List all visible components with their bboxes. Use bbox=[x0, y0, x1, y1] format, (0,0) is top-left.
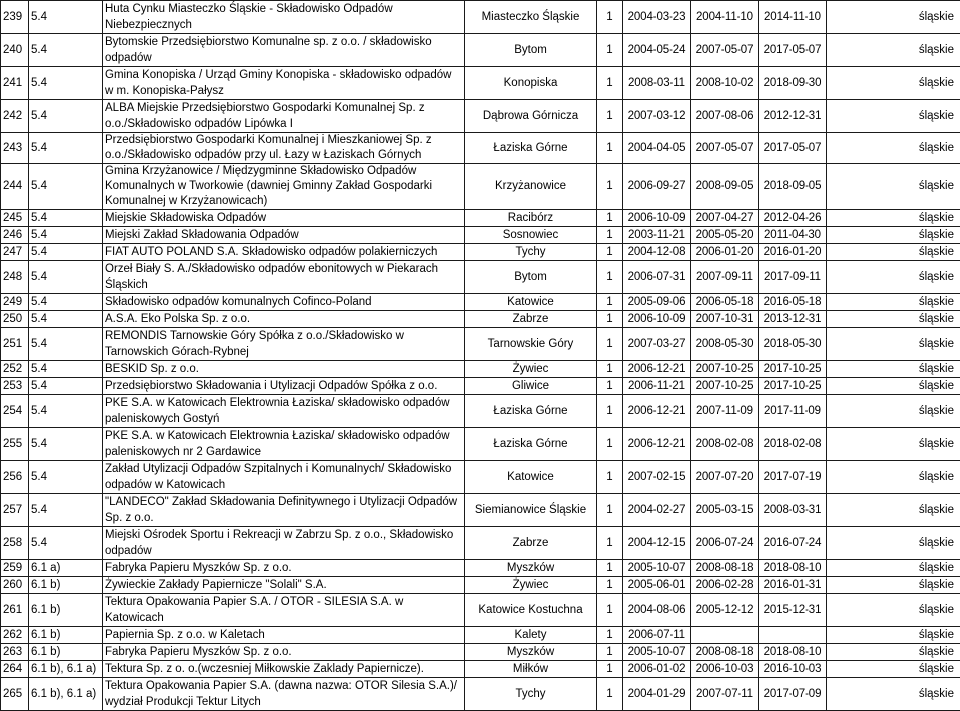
row-number: 240 bbox=[1, 34, 29, 67]
permit-date: 2008-02-08 bbox=[691, 428, 759, 461]
table-row bbox=[1, 494, 960, 527]
row-number: 258 bbox=[1, 527, 29, 560]
voivodeship: śląskie bbox=[827, 678, 960, 711]
location: Łaziska Górne bbox=[465, 133, 597, 164]
installation-name: BESKID Sp. z o.o. bbox=[103, 361, 465, 378]
expiry-date: 2017-09-11 bbox=[759, 261, 827, 294]
permit-date: 2008-08-18 bbox=[691, 644, 759, 661]
voivodeship: śląskie bbox=[827, 428, 960, 461]
annex-code: 5.4 bbox=[29, 210, 103, 227]
location: Sosnowiec bbox=[465, 227, 597, 244]
voivodeship: śląskie bbox=[827, 627, 960, 644]
row-number: 253 bbox=[1, 378, 29, 395]
voivodeship: śląskie bbox=[827, 494, 960, 527]
application-date: 2004-05-24 bbox=[623, 34, 691, 67]
table-row bbox=[1, 461, 960, 494]
expiry-date: 2018-08-10 bbox=[759, 644, 827, 661]
count: 1 bbox=[597, 678, 623, 711]
expiry-date: 2016-07-24 bbox=[759, 527, 827, 560]
voivodeship: śląskie bbox=[827, 133, 960, 164]
application-date: 2006-12-21 bbox=[623, 361, 691, 378]
count: 1 bbox=[597, 328, 623, 361]
voivodeship: śląskie bbox=[827, 594, 960, 627]
annex-code: 5.4 bbox=[29, 34, 103, 67]
expiry-date: 2018-05-30 bbox=[759, 328, 827, 361]
location: Racibórz bbox=[465, 210, 597, 227]
location: Konopiska bbox=[465, 67, 597, 100]
expiry-date: 2016-01-20 bbox=[759, 244, 827, 261]
expiry-date: 2018-02-08 bbox=[759, 428, 827, 461]
expiry-date: 2018-09-05 bbox=[759, 164, 827, 210]
annex-code: 5.4 bbox=[29, 1, 103, 34]
count: 1 bbox=[597, 361, 623, 378]
annex-code: 5.4 bbox=[29, 378, 103, 395]
annex-code: 6.1 b), 6.1 a) bbox=[29, 678, 103, 711]
voivodeship: śląskie bbox=[827, 261, 960, 294]
location: Tychy bbox=[465, 678, 597, 711]
voivodeship: śląskie bbox=[827, 294, 960, 311]
installation-name: Papiernia Sp. z o.o. w Kaletach bbox=[103, 627, 465, 644]
expiry-date: 2013-12-31 bbox=[759, 311, 827, 328]
voivodeship: śląskie bbox=[827, 328, 960, 361]
table-row bbox=[1, 261, 960, 294]
annex-code: 5.4 bbox=[29, 527, 103, 560]
voivodeship: śląskie bbox=[827, 577, 960, 594]
installation-name: "LANDECO" Zakład Składowania Definitywnego i Utylizacji Odpadów Sp. z o.o. bbox=[103, 494, 465, 527]
installation-name: Tektura Opakowania Papier S.A. (dawna nazwa: OTOR Silesia S.A.)/ wydział Produkcji Tektur Litych bbox=[103, 678, 465, 711]
row-number: 254 bbox=[1, 395, 29, 428]
row-number: 246 bbox=[1, 227, 29, 244]
table-row bbox=[1, 100, 960, 133]
voivodeship: śląskie bbox=[827, 395, 960, 428]
expiry-date: 2012-04-26 bbox=[759, 210, 827, 227]
annex-code: 6.1 b) bbox=[29, 644, 103, 661]
annex-code: 6.1 a) bbox=[29, 560, 103, 577]
permit-date: 2005-12-12 bbox=[691, 594, 759, 627]
annex-code: 6.1 b) bbox=[29, 594, 103, 627]
count: 1 bbox=[597, 428, 623, 461]
permit-date: 2007-04-27 bbox=[691, 210, 759, 227]
row-number: 244 bbox=[1, 164, 29, 210]
installation-name: Huta Cynku Miasteczko Śląskie - Składowisko Odpadów Niebezpiecznych bbox=[103, 1, 465, 34]
permit-date: 2006-02-28 bbox=[691, 577, 759, 594]
annex-code: 5.4 bbox=[29, 67, 103, 100]
installation-name: Żywieckie Zakłady Papiernicze "Solali" S.A. bbox=[103, 577, 465, 594]
location: Zabrze bbox=[465, 527, 597, 560]
voivodeship: śląskie bbox=[827, 527, 960, 560]
permit-date: 2007-08-06 bbox=[691, 100, 759, 133]
installation-name: PKE S.A. w Katowicach Elektrownia Łaziska/ składowisko odpadów paleniskowych nr 2 Gardawice bbox=[103, 428, 465, 461]
table-row bbox=[1, 395, 960, 428]
count: 1 bbox=[597, 100, 623, 133]
count: 1 bbox=[597, 527, 623, 560]
permit-date: 2007-10-31 bbox=[691, 311, 759, 328]
table-row bbox=[1, 133, 960, 164]
row-number: 264 bbox=[1, 661, 29, 678]
application-date: 2004-04-05 bbox=[623, 133, 691, 164]
count: 1 bbox=[597, 577, 623, 594]
application-date: 2004-12-15 bbox=[623, 527, 691, 560]
permit-date: 2007-10-25 bbox=[691, 378, 759, 395]
table-row bbox=[1, 294, 960, 311]
location: Zabrze bbox=[465, 311, 597, 328]
annex-code: 5.4 bbox=[29, 461, 103, 494]
permit-date: 2007-11-09 bbox=[691, 395, 759, 428]
voivodeship: śląskie bbox=[827, 100, 960, 133]
expiry-date: 2017-05-07 bbox=[759, 34, 827, 67]
voivodeship: śląskie bbox=[827, 661, 960, 678]
location: Katowice bbox=[465, 461, 597, 494]
permit-date: 2008-08-18 bbox=[691, 560, 759, 577]
annex-code: 5.4 bbox=[29, 244, 103, 261]
voivodeship: śląskie bbox=[827, 67, 960, 100]
count: 1 bbox=[597, 560, 623, 577]
installation-name: Składowisko odpadów komunalnych Cofinco-Poland bbox=[103, 294, 465, 311]
installation-name: Tektura Opakowania Papier S.A. / OTOR - SILESIA S.A. w Katowicach bbox=[103, 594, 465, 627]
permit-date: 2006-05-18 bbox=[691, 294, 759, 311]
permit-date: 2007-05-07 bbox=[691, 133, 759, 164]
permit-date: 2005-03-15 bbox=[691, 494, 759, 527]
row-number: 265 bbox=[1, 678, 29, 711]
application-date: 2004-12-08 bbox=[623, 244, 691, 261]
row-number: 261 bbox=[1, 594, 29, 627]
location: Miłków bbox=[465, 661, 597, 678]
installation-name: Zakład Utylizacji Odpadów Szpitalnych i Komunalnych/ Składowisko odpadów w Katowicach bbox=[103, 461, 465, 494]
installation-name: FIAT AUTO POLAND S.A. Składowisko odpadów polakierniczych bbox=[103, 244, 465, 261]
application-date: 2006-12-21 bbox=[623, 395, 691, 428]
expiry-date: 2008-03-31 bbox=[759, 494, 827, 527]
installation-name: Orzeł Biały S. A./Składowisko odpadów ebonitowych w Piekarach Śląskich bbox=[103, 261, 465, 294]
location: Gliwice bbox=[465, 378, 597, 395]
application-date: 2004-01-29 bbox=[623, 678, 691, 711]
application-date: 2007-03-27 bbox=[623, 328, 691, 361]
permit-date: 2004-11-10 bbox=[691, 1, 759, 34]
installation-name: Miejski Ośrodek Sportu i Rekreacji w Zabrzu Sp. z o.o., Składowisko odpadów bbox=[103, 527, 465, 560]
table-row bbox=[1, 244, 960, 261]
voivodeship: śląskie bbox=[827, 1, 960, 34]
permit-date: 2007-07-20 bbox=[691, 461, 759, 494]
location: Bytom bbox=[465, 261, 597, 294]
count: 1 bbox=[597, 227, 623, 244]
table-row bbox=[1, 1, 960, 34]
expiry-date: 2017-10-25 bbox=[759, 378, 827, 395]
annex-code: 5.4 bbox=[29, 227, 103, 244]
application-date: 2003-11-21 bbox=[623, 227, 691, 244]
count: 1 bbox=[597, 378, 623, 395]
row-number: 256 bbox=[1, 461, 29, 494]
permit-date: 2008-05-30 bbox=[691, 328, 759, 361]
application-date: 2007-02-15 bbox=[623, 461, 691, 494]
permit-date: 2006-10-03 bbox=[691, 661, 759, 678]
installation-name: Fabryka Papieru Myszków Sp. z o.o. bbox=[103, 560, 465, 577]
permit-date: 2007-10-25 bbox=[691, 361, 759, 378]
count: 1 bbox=[597, 644, 623, 661]
annex-code: 5.4 bbox=[29, 311, 103, 328]
expiry-date: 2011-04-30 bbox=[759, 227, 827, 244]
expiry-date: 2014-11-10 bbox=[759, 1, 827, 34]
annex-code: 5.4 bbox=[29, 100, 103, 133]
table-row bbox=[1, 210, 960, 227]
application-date: 2006-01-02 bbox=[623, 661, 691, 678]
application-date: 2006-09-27 bbox=[623, 164, 691, 210]
row-number: 247 bbox=[1, 244, 29, 261]
expiry-date: 2017-05-07 bbox=[759, 133, 827, 164]
count: 1 bbox=[597, 395, 623, 428]
count: 1 bbox=[597, 210, 623, 227]
location: Krzyżanowice bbox=[465, 164, 597, 210]
location: Miasteczko Śląskie bbox=[465, 1, 597, 34]
annex-code: 6.1 b) bbox=[29, 577, 103, 594]
voivodeship: śląskie bbox=[827, 461, 960, 494]
voivodeship: śląskie bbox=[827, 361, 960, 378]
expiry-date: 2017-07-09 bbox=[759, 678, 827, 711]
voivodeship: śląskie bbox=[827, 378, 960, 395]
expiry-date: 2015-12-31 bbox=[759, 594, 827, 627]
annex-code: 5.4 bbox=[29, 294, 103, 311]
application-date: 2006-11-21 bbox=[623, 378, 691, 395]
table-row bbox=[1, 428, 960, 461]
permit-date: 2007-07-11 bbox=[691, 678, 759, 711]
annex-code: 5.4 bbox=[29, 428, 103, 461]
application-date: 2004-08-06 bbox=[623, 594, 691, 627]
count: 1 bbox=[597, 67, 623, 100]
annex-code: 6.1 b), 6.1 a) bbox=[29, 661, 103, 678]
table-row bbox=[1, 678, 960, 711]
expiry-date: 2017-07-19 bbox=[759, 461, 827, 494]
installation-name: Bytomskie Przedsiębiorstwo Komunalne sp. z o.o. / składowisko odpadów bbox=[103, 34, 465, 67]
count: 1 bbox=[597, 244, 623, 261]
voivodeship: śląskie bbox=[827, 210, 960, 227]
row-number: 248 bbox=[1, 261, 29, 294]
annex-code: 5.4 bbox=[29, 261, 103, 294]
location: Myszków bbox=[465, 560, 597, 577]
table-row bbox=[1, 661, 960, 678]
table-row bbox=[1, 594, 960, 627]
row-number: 241 bbox=[1, 67, 29, 100]
application-date: 2007-03-12 bbox=[623, 100, 691, 133]
location: Bytom bbox=[465, 34, 597, 67]
location: Tychy bbox=[465, 244, 597, 261]
row-number: 245 bbox=[1, 210, 29, 227]
table-row bbox=[1, 560, 960, 577]
count: 1 bbox=[597, 311, 623, 328]
annex-code: 5.4 bbox=[29, 395, 103, 428]
count: 1 bbox=[597, 594, 623, 627]
expiry-date: 2016-05-18 bbox=[759, 294, 827, 311]
expiry-date: 2016-10-03 bbox=[759, 661, 827, 678]
application-date: 2006-12-21 bbox=[623, 428, 691, 461]
count: 1 bbox=[597, 164, 623, 210]
table-row bbox=[1, 67, 960, 100]
installation-name: Miejskie Składowiska Odpadów bbox=[103, 210, 465, 227]
table-row bbox=[1, 328, 960, 361]
location: Dąbrowa Górnicza bbox=[465, 100, 597, 133]
location: Łaziska Górne bbox=[465, 395, 597, 428]
permit-date: 2007-09-11 bbox=[691, 261, 759, 294]
count: 1 bbox=[597, 461, 623, 494]
count: 1 bbox=[597, 34, 623, 67]
location: Żywiec bbox=[465, 577, 597, 594]
permit-date: 2006-07-24 bbox=[691, 527, 759, 560]
voivodeship: śląskie bbox=[827, 164, 960, 210]
expiry-date: 2017-11-09 bbox=[759, 395, 827, 428]
voivodeship: śląskie bbox=[827, 244, 960, 261]
application-date: 2006-10-09 bbox=[623, 210, 691, 227]
row-number: 250 bbox=[1, 311, 29, 328]
expiry-date: 2018-09-30 bbox=[759, 67, 827, 100]
location: Żywiec bbox=[465, 361, 597, 378]
table-row bbox=[1, 164, 960, 210]
location: Siemianowice Śląskie bbox=[465, 494, 597, 527]
annex-code: 5.4 bbox=[29, 361, 103, 378]
location: Katowice Kostuchna bbox=[465, 594, 597, 627]
permit-date: 2008-10-02 bbox=[691, 67, 759, 100]
installation-name: ALBA Miejskie Przedsiębiorstwo Gospodarki Komunalnej Sp. z o.o./Składowisko odpadów Lipówka I bbox=[103, 100, 465, 133]
application-date: 2006-10-09 bbox=[623, 311, 691, 328]
application-date: 2005-10-07 bbox=[623, 560, 691, 577]
expiry-date: 2012-12-31 bbox=[759, 100, 827, 133]
application-date: 2005-06-01 bbox=[623, 577, 691, 594]
installation-name: PKE S.A. w Katowicach Elektrownia Łaziska/ składowisko odpadów paleniskowych Gostyń bbox=[103, 395, 465, 428]
table-row bbox=[1, 644, 960, 661]
count: 1 bbox=[597, 133, 623, 164]
expiry-date: 2017-10-25 bbox=[759, 361, 827, 378]
application-date: 2004-02-27 bbox=[623, 494, 691, 527]
table-row bbox=[1, 527, 960, 560]
count: 1 bbox=[597, 294, 623, 311]
row-number: 239 bbox=[1, 1, 29, 34]
count: 1 bbox=[597, 1, 623, 34]
voivodeship: śląskie bbox=[827, 34, 960, 67]
installation-name: REMONDIS Tarnowskie Góry Spółka z o.o./Składowisko w Tarnowskich Górach-Rybnej bbox=[103, 328, 465, 361]
application-date: 2006-07-11 bbox=[623, 627, 691, 644]
expiry-date: 2016-01-31 bbox=[759, 577, 827, 594]
annex-code: 5.4 bbox=[29, 328, 103, 361]
application-date: 2005-10-07 bbox=[623, 644, 691, 661]
application-date: 2004-03-23 bbox=[623, 1, 691, 34]
row-number: 259 bbox=[1, 560, 29, 577]
annex-code: 5.4 bbox=[29, 494, 103, 527]
installation-name: Gmina Konopiska / Urząd Gminy Konopiska - składowisko odpadów w m. Konopiska-Pałysz bbox=[103, 67, 465, 100]
row-number: 242 bbox=[1, 100, 29, 133]
table-row bbox=[1, 311, 960, 328]
table-row bbox=[1, 227, 960, 244]
table-body bbox=[1, 1, 960, 711]
row-number: 251 bbox=[1, 328, 29, 361]
table-row bbox=[1, 378, 960, 395]
permit-date: 2006-01-20 bbox=[691, 244, 759, 261]
table-row bbox=[1, 361, 960, 378]
annex-code: 5.4 bbox=[29, 133, 103, 164]
installation-name: Przedsiębiorstwo Gospodarki Komunalnej i Mieszkaniowej Sp. z o.o./Składowisko odpadów przy ul. Łazy w Łaziskach Górnych bbox=[103, 133, 465, 164]
row-number: 257 bbox=[1, 494, 29, 527]
voivodeship: śląskie bbox=[827, 644, 960, 661]
row-number: 255 bbox=[1, 428, 29, 461]
application-date: 2006-07-31 bbox=[623, 261, 691, 294]
installation-name: Gmina Krzyżanowice / Międzygminne Składowisko Odpadów Komunalnych w Tworkowie (dawniej Gminny Zakład Gospodarki Komunalnej w Krzyżanowicach) bbox=[103, 164, 465, 210]
row-number: 249 bbox=[1, 294, 29, 311]
row-number: 243 bbox=[1, 133, 29, 164]
installation-name: Miejski Zakład Składowania Odpadów bbox=[103, 227, 465, 244]
row-number: 263 bbox=[1, 644, 29, 661]
annex-code: 6.1 b) bbox=[29, 627, 103, 644]
row-number: 252 bbox=[1, 361, 29, 378]
count: 1 bbox=[597, 261, 623, 294]
table-row bbox=[1, 577, 960, 594]
count: 1 bbox=[597, 494, 623, 527]
location: Katowice bbox=[465, 294, 597, 311]
installation-name: Przedsiębiorstwo Składowania i Utylizacji Odpadów Spółka z o.o. bbox=[103, 378, 465, 395]
application-date: 2005-09-06 bbox=[623, 294, 691, 311]
voivodeship: śląskie bbox=[827, 311, 960, 328]
location: Tarnowskie Góry bbox=[465, 328, 597, 361]
expiry-date: 2018-08-10 bbox=[759, 560, 827, 577]
voivodeship: śląskie bbox=[827, 227, 960, 244]
count: 1 bbox=[597, 627, 623, 644]
installation-name: Tektura Sp. z o. o.(wczesniej Miłkowskie Zaklady Papiernicze). bbox=[103, 661, 465, 678]
annex-code: 5.4 bbox=[29, 164, 103, 210]
permit-date: 2007-05-07 bbox=[691, 34, 759, 67]
voivodeship: śląskie bbox=[827, 560, 960, 577]
application-date: 2008-03-11 bbox=[623, 67, 691, 100]
permit-date: 2005-05-20 bbox=[691, 227, 759, 244]
location: Myszków bbox=[465, 644, 597, 661]
table-row bbox=[1, 34, 960, 67]
row-number: 262 bbox=[1, 627, 29, 644]
permit-date: 2008-09-05 bbox=[691, 164, 759, 210]
location: Łaziska Górne bbox=[465, 428, 597, 461]
installation-name: A.S.A. Eko Polska Sp. z o.o. bbox=[103, 311, 465, 328]
row-number: 260 bbox=[1, 577, 29, 594]
location: Kalety bbox=[465, 627, 597, 644]
installation-name: Fabryka Papieru Myszków Sp. z o.o. bbox=[103, 644, 465, 661]
count: 1 bbox=[597, 661, 623, 678]
